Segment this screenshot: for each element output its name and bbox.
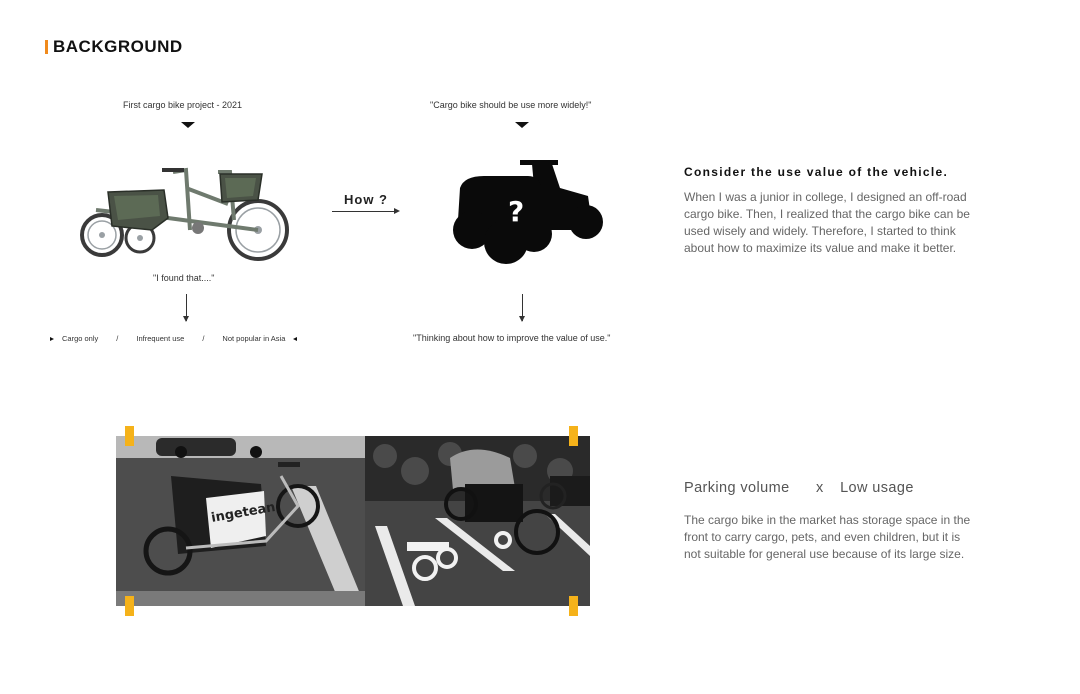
bullet-separator: / <box>202 334 205 343</box>
bullet-row <box>50 334 297 343</box>
bullet-not-popular: Not popular in Asia <box>222 334 297 343</box>
photo-corner-marker <box>125 596 134 616</box>
subtitle-left-term: Parking volume <box>684 480 790 496</box>
section-paragraph <box>684 512 1024 563</box>
paragraph-line: When I was a junior in college, I designed an off-road <box>684 190 967 204</box>
paragraph-line: about how to maximize its value and make it better. <box>684 241 957 255</box>
header-accent-bar <box>45 40 48 54</box>
photo-corner-marker <box>569 596 578 616</box>
mystery-vehicle-silhouette <box>448 158 608 266</box>
right-caption-top: "Cargo bike should be use more widely!" <box>430 100 592 110</box>
photo-corner-marker <box>569 426 578 446</box>
photo-parking-spot <box>365 436 590 606</box>
paragraph-line: used wisely and widely. Therefore, I started to think <box>684 224 956 238</box>
arrow-down-icon <box>186 294 187 321</box>
triangle-down-icon <box>515 122 529 128</box>
section-title: Consider the use value of the vehicle. <box>684 165 949 179</box>
section-subtitle <box>684 480 924 496</box>
question-mark-icon: ? <box>508 195 525 228</box>
photo-parked-cargo-bike <box>116 436 365 606</box>
cargo-bike-illustration <box>78 160 293 265</box>
how-label: How ? <box>344 192 388 207</box>
bullet-separator: / <box>116 334 119 343</box>
paragraph-line: cargo bike. Then, I realized that the cargo bike can be <box>684 207 970 221</box>
photo-corner-marker <box>125 426 134 446</box>
paragraph-line: not suitable for general use because of its large size. <box>684 547 965 561</box>
subtitle-operator: x <box>815 480 824 496</box>
left-caption-top: First cargo bike project - 2021 <box>123 100 243 110</box>
page-title: BACKGROUND <box>53 37 183 56</box>
bullet-cargo-only: Cargo only <box>50 334 98 343</box>
paragraph-line: front to carry cargo, pets, and even children, but it is <box>684 530 961 544</box>
cargo-box-sign: ingetean <box>210 499 277 526</box>
paragraph-line: The cargo bike in the market has storage space in the <box>684 513 971 527</box>
triangle-down-icon <box>181 122 195 128</box>
subtitle-right-term: Low usage <box>840 480 914 496</box>
left-caption-found: "I found that...." <box>153 273 215 283</box>
arrow-down-icon <box>522 294 523 321</box>
arrow-right-icon <box>332 211 398 212</box>
section-paragraph <box>684 189 1024 257</box>
right-caption-bottom: "Thinking about how to improve the value of use." <box>413 333 611 343</box>
bullet-infrequent-use: Infrequent use <box>136 334 185 343</box>
